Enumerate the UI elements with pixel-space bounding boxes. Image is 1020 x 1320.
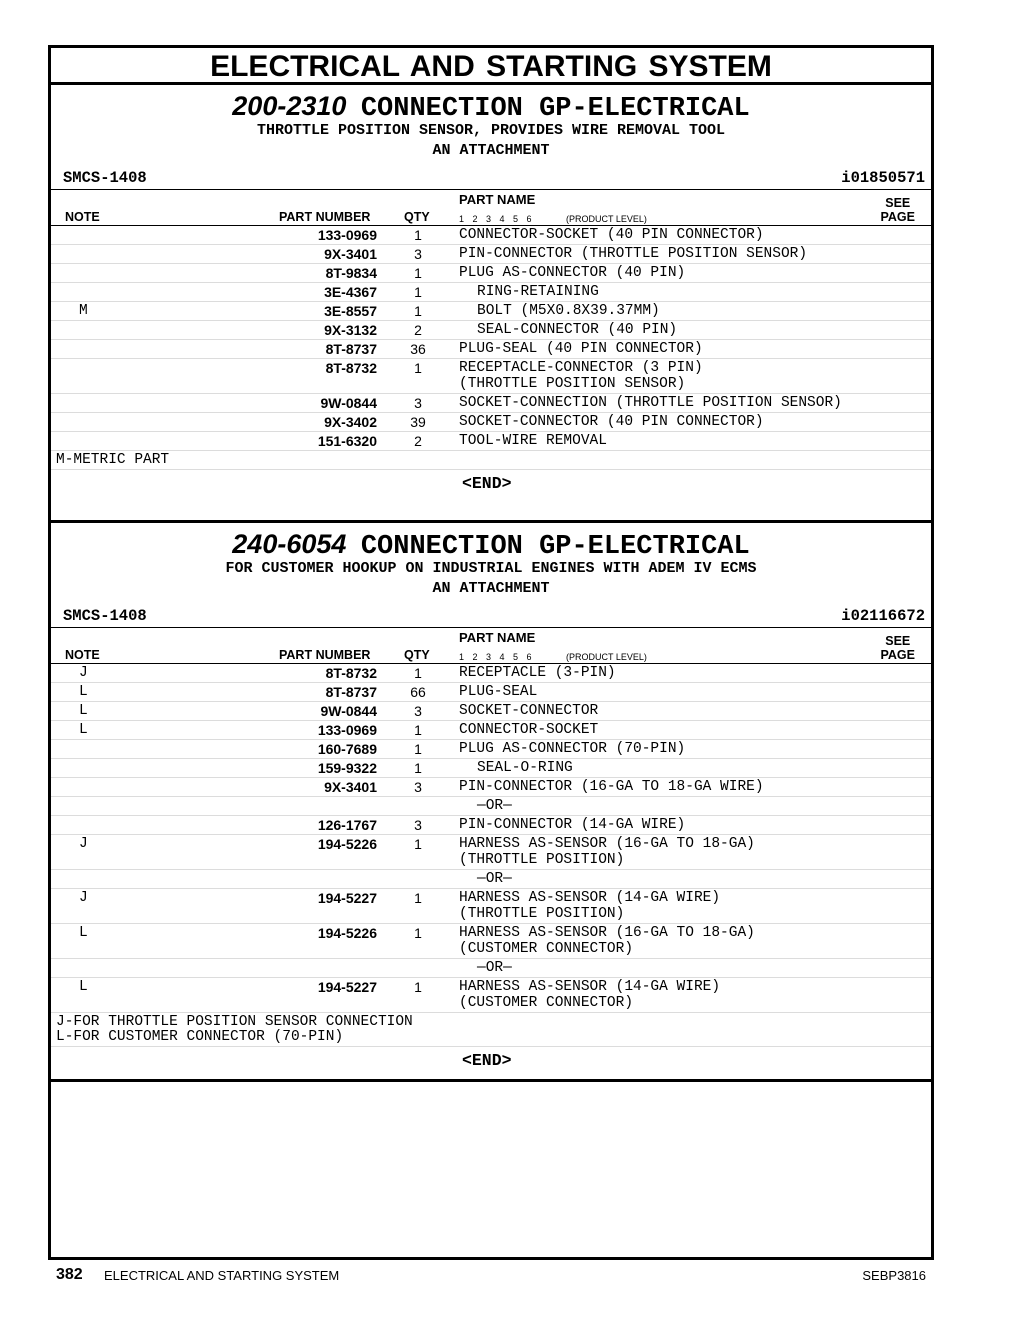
- header-levels: 1 2 3 4 5 6: [459, 652, 532, 662]
- or-separator-row: [51, 870, 931, 889]
- row-part-number: 9X-3132: [324, 322, 377, 338]
- parts-table: [51, 664, 931, 1013]
- row-qty: 1: [414, 265, 422, 281]
- row-part-name: HARNESS AS-SENSOR (16-GA TO 18-GA): [459, 836, 755, 852]
- footnote-line: M-METRIC PART: [56, 452, 170, 468]
- row-part-number: 8T-9834: [325, 265, 377, 281]
- row-note: L: [79, 925, 88, 941]
- row-qty: 1: [414, 836, 422, 852]
- row-part-number: 8T-8732: [325, 665, 377, 681]
- row-part-name: —OR—: [477, 960, 512, 976]
- row-qty: 2: [414, 322, 422, 338]
- row-part-number: 133-0969: [317, 722, 377, 738]
- row-part-number: 151-6320: [317, 433, 377, 449]
- header-levels: 1 2 3 4 5 6: [459, 214, 532, 224]
- row-note: J: [79, 836, 88, 852]
- row-part-name: PIN-CONNECTOR (THROTTLE POSITION SENSOR): [459, 246, 808, 262]
- column-header-row: [51, 189, 931, 226]
- table-row: [51, 413, 931, 432]
- row-part-name: PIN-CONNECTOR (16-GA TO 18-GA WIRE): [459, 779, 764, 795]
- header-see-page: [881, 196, 916, 224]
- row-part-name: CONNECTOR-SOCKET (40 PIN CONNECTOR): [459, 227, 764, 243]
- row-part-name: PIN-CONNECTOR (14-GA WIRE): [459, 817, 686, 833]
- row-part-name: PLUG-SEAL (40 PIN CONNECTOR): [459, 341, 703, 357]
- row-qty: 1: [414, 665, 422, 681]
- table-row: [51, 340, 931, 359]
- header-note: NOTE: [65, 648, 100, 662]
- row-part-number: 3E-8557: [324, 303, 377, 319]
- header-part-name: PART NAME: [459, 630, 536, 645]
- row-part-number: 9X-3401: [324, 779, 377, 795]
- table-row: [51, 283, 931, 302]
- table-row: [51, 664, 931, 683]
- row-qty: 1: [414, 741, 422, 757]
- header-part-number: PART NUMBER: [279, 648, 371, 662]
- header-part-name: PART NAME: [459, 192, 536, 207]
- group-title: [51, 91, 931, 124]
- row-part-name: (THROTTLE POSITION): [459, 852, 625, 868]
- table-row: [51, 889, 931, 924]
- header-note: NOTE: [65, 210, 100, 224]
- row-part-number: 160-7689: [317, 741, 377, 757]
- table-row: [51, 759, 931, 778]
- row-part-name: RING-RETAINING: [477, 284, 599, 300]
- row-qty: 3: [414, 779, 422, 795]
- table-row: [51, 702, 931, 721]
- row-part-name: —OR—: [477, 798, 512, 814]
- row-part-name: TOOL-WIRE REMOVAL: [459, 433, 607, 449]
- row-note: L: [79, 684, 88, 700]
- header-qty: QTY: [404, 210, 430, 224]
- parts-section: [51, 91, 931, 520]
- table-row: [51, 816, 931, 835]
- group-number: 200-2310: [232, 91, 347, 121]
- table-row: [51, 721, 931, 740]
- document-code: SEBP3816: [862, 1268, 926, 1283]
- row-part-name: HARNESS AS-SENSOR (14-GA WIRE): [459, 890, 721, 906]
- header-page: PAGE: [880, 648, 915, 662]
- row-part-number: 9X-3402: [324, 414, 377, 430]
- or-separator-row: [51, 959, 931, 978]
- reference-id: i02116672: [841, 607, 925, 625]
- row-note: J: [79, 665, 88, 681]
- row-qty: 66: [410, 684, 426, 700]
- row-part-name: CONNECTOR-SOCKET: [459, 722, 599, 738]
- reference-id: i01850571: [841, 169, 925, 187]
- row-qty: 36: [410, 341, 426, 357]
- row-qty: 1: [414, 722, 422, 738]
- row-qty: 2: [414, 433, 422, 449]
- smcs-row: [51, 167, 931, 189]
- row-qty: 1: [414, 360, 422, 376]
- table-row: [51, 359, 931, 394]
- row-part-number: 9W-0844: [320, 395, 377, 411]
- footnote-block: [51, 451, 931, 470]
- group-subtitle: FOR CUSTOMER HOOKUP ON INDUSTRIAL ENGINES WITH ADEM IV ECMS: [225, 560, 757, 577]
- row-part-name: HARNESS AS-SENSOR (14-GA WIRE): [459, 979, 721, 995]
- header-product-level: (PRODUCT LEVEL): [566, 652, 647, 662]
- row-part-name: (CUSTOMER CONNECTOR): [459, 941, 634, 957]
- header-part-number: PART NUMBER: [279, 210, 371, 224]
- row-part-name: —OR—: [477, 871, 512, 887]
- header-page: PAGE: [880, 210, 915, 224]
- group-subtitle: AN ATTACHMENT: [432, 142, 550, 159]
- parts-section: [51, 520, 931, 1082]
- row-part-number: 194-5226: [317, 925, 377, 941]
- row-qty: 1: [414, 760, 422, 776]
- row-note: M: [79, 303, 88, 319]
- row-part-name: SOCKET-CONNECTOR (40 PIN CONNECTOR): [459, 414, 764, 430]
- row-qty: 1: [414, 979, 422, 995]
- row-part-name: SOCKET-CONNECTION (THROTTLE POSITION SENSOR): [459, 395, 842, 411]
- end-marker: <END>: [462, 474, 512, 493]
- column-header-row: [51, 627, 931, 664]
- row-part-number: 8T-8737: [325, 341, 377, 357]
- parts-table: [51, 226, 931, 451]
- table-row: [51, 245, 931, 264]
- row-part-number: 9X-3401: [324, 246, 377, 262]
- group-name: CONNECTION GP-ELECTRICAL: [360, 532, 750, 562]
- page-footer: [56, 1266, 926, 1286]
- row-qty: 1: [414, 227, 422, 243]
- group-name: CONNECTION GP-ELECTRICAL: [360, 94, 750, 124]
- row-qty: 1: [414, 925, 422, 941]
- page-title: ELECTRICAL AND STARTING SYSTEM: [51, 48, 931, 85]
- table-row: [51, 302, 931, 321]
- row-qty: 1: [414, 303, 422, 319]
- row-part-number: 9W-0844: [320, 703, 377, 719]
- smcs-row: [51, 605, 931, 627]
- footnotes: [51, 451, 931, 470]
- row-part-name: BOLT (M5X0.8X39.37MM): [477, 303, 660, 319]
- row-part-name: PLUG AS-CONNECTOR (40 PIN): [459, 265, 686, 281]
- group-title: [51, 529, 931, 562]
- row-part-name: (CUSTOMER CONNECTOR): [459, 995, 634, 1011]
- end-marker: <END>: [462, 1051, 512, 1070]
- row-part-name: SEAL-CONNECTOR (40 PIN): [477, 322, 678, 338]
- page-number: 382: [56, 1266, 83, 1283]
- or-separator-row: [51, 797, 931, 816]
- row-note: L: [79, 979, 88, 995]
- row-part-number: 3E-4367: [324, 284, 377, 300]
- row-part-name: HARNESS AS-SENSOR (16-GA TO 18-GA): [459, 925, 755, 941]
- row-part-number: 8T-8732: [325, 360, 377, 376]
- row-part-name: PLUG-SEAL: [459, 684, 538, 700]
- page-frame: [48, 45, 934, 1260]
- smcs-code: SMCS-1408: [63, 169, 147, 187]
- row-part-number: 159-9322: [317, 760, 377, 776]
- header-qty: QTY: [404, 648, 430, 662]
- table-row: [51, 740, 931, 759]
- row-qty: 1: [414, 890, 422, 906]
- header-see: SEE: [885, 634, 911, 648]
- row-part-name: (THROTTLE POSITION SENSOR): [459, 376, 686, 392]
- row-note: J: [79, 890, 88, 906]
- row-part-number: 8T-8737: [325, 684, 377, 700]
- table-row: [51, 321, 931, 340]
- group-number: 240-6054: [232, 529, 347, 559]
- row-note: L: [79, 703, 88, 719]
- row-part-number: 194-5227: [317, 890, 377, 906]
- row-qty: 3: [414, 246, 422, 262]
- row-note: L: [79, 722, 88, 738]
- table-row: [51, 683, 931, 702]
- row-qty: 39: [410, 414, 426, 430]
- table-row: [51, 394, 931, 413]
- row-part-name: RECEPTACLE (3-PIN): [459, 665, 616, 681]
- row-part-name: RECEPTACLE-CONNECTOR (3 PIN): [459, 360, 703, 376]
- row-part-number: 133-0969: [317, 227, 377, 243]
- footnote-line: J-FOR THROTTLE POSITION SENSOR CONNECTION: [56, 1014, 413, 1030]
- header-see: SEE: [885, 196, 911, 210]
- group-subtitle: AN ATTACHMENT: [432, 580, 550, 597]
- row-part-name: SOCKET-CONNECTOR: [459, 703, 599, 719]
- row-part-number: 126-1767: [317, 817, 377, 833]
- row-part-number: 194-5227: [317, 979, 377, 995]
- footer-section-title: ELECTRICAL AND STARTING SYSTEM: [104, 1268, 340, 1283]
- row-qty: 3: [414, 817, 422, 833]
- table-row: [51, 264, 931, 283]
- row-part-name: PLUG AS-CONNECTOR (70-PIN): [459, 741, 686, 757]
- table-row: [51, 778, 931, 797]
- row-part-number: 194-5226: [317, 836, 377, 852]
- row-qty: 3: [414, 703, 422, 719]
- row-part-name: SEAL-O-RING: [477, 760, 573, 776]
- header-product-level: (PRODUCT LEVEL): [566, 214, 647, 224]
- table-row: [51, 432, 931, 451]
- header-see-page: [881, 634, 916, 662]
- group-subtitle: THROTTLE POSITION SENSOR, PROVIDES WIRE REMOVAL TOOL: [256, 122, 726, 139]
- row-qty: 3: [414, 395, 422, 411]
- table-row: [51, 226, 931, 245]
- smcs-code: SMCS-1408: [63, 607, 147, 625]
- table-row: [51, 924, 931, 959]
- table-row: [51, 978, 931, 1013]
- footnote-block: [51, 1013, 931, 1047]
- row-part-name: (THROTTLE POSITION): [459, 906, 625, 922]
- row-qty: 1: [414, 284, 422, 300]
- table-row: [51, 835, 931, 870]
- footnote-line: L-FOR CUSTOMER CONNECTOR (70-PIN): [56, 1029, 344, 1045]
- footnotes: [51, 1013, 931, 1047]
